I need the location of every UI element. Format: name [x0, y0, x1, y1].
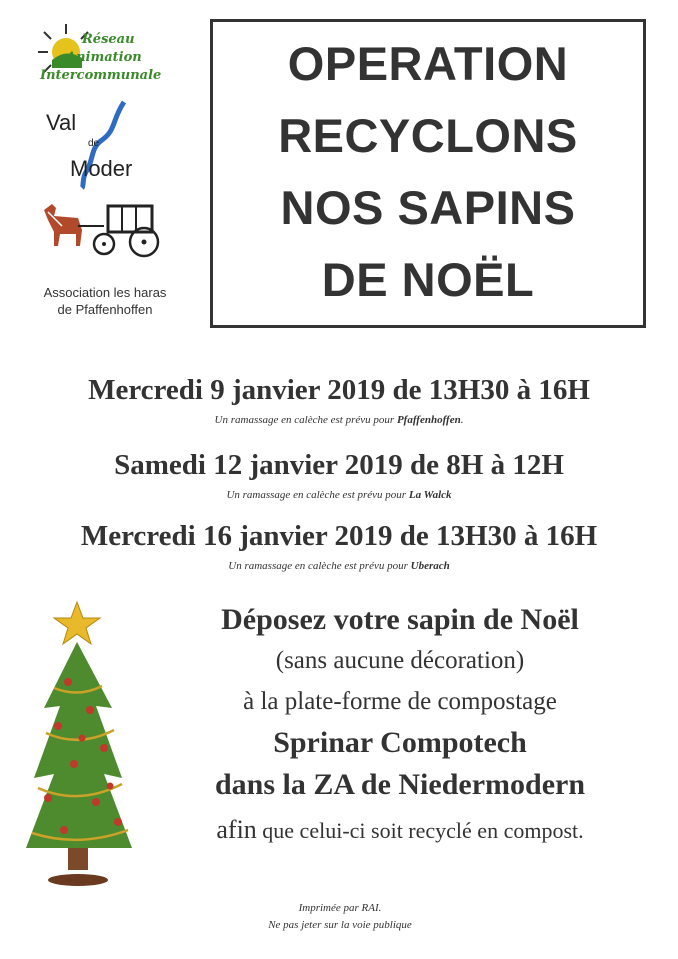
horse-carriage-icon	[38, 196, 162, 262]
footer-printed-by: Imprimée par RAI.	[298, 902, 382, 914]
title-line-4: DE NOËL	[321, 253, 535, 306]
note-suffix: .	[460, 414, 464, 426]
date-2-note	[0, 489, 678, 501]
title-line-2: RECYCLONS	[278, 109, 578, 162]
date-2: Samedi 12 janvier 2019 de 8H à 12H	[114, 449, 564, 481]
title-line-1: OPERATION	[287, 37, 569, 90]
moder-word: Moder	[70, 156, 133, 181]
date-1: Mercredi 9 janvier 2019 de 13H30 à 16H	[88, 374, 590, 406]
afin-word: afin	[216, 815, 257, 844]
val-word: Val	[46, 110, 77, 135]
platform-text: à la plate-forme de compostage	[243, 688, 557, 715]
note-prefix: Un ramassage en calèche est prévu pour	[226, 489, 409, 501]
location-text: dans la ZA de Niedermodern	[214, 768, 586, 801]
association-line1: Association les haras	[43, 285, 167, 300]
note-prefix: Un ramassage en calèche est prévu pour	[214, 414, 397, 426]
val-de-moder-logo	[44, 100, 164, 195]
rai-logo	[26, 14, 186, 89]
date-1-note	[0, 414, 678, 426]
recycle-rest: que celui-ci soit recyclé en compost.	[256, 818, 584, 843]
rai-line3: Intercommunale	[40, 68, 162, 83]
pickup-place: La Walck	[408, 489, 452, 501]
recycle-sentence	[150, 815, 650, 845]
footer-no-litter: Ne pas jeter sur la voie publique	[268, 919, 412, 931]
association-label	[20, 284, 190, 318]
deposit-heading: Déposez votre sapin de Noël	[221, 603, 579, 636]
christmas-tree-icon	[24, 598, 139, 893]
date-3-note	[0, 560, 678, 572]
title-box	[210, 19, 646, 328]
rai-line2: Animation	[66, 50, 142, 65]
pickup-place: Pfaffenhoffen	[396, 414, 461, 426]
date-3: Mercredi 16 janvier 2019 de 13H30 à 16H	[80, 520, 598, 552]
no-decoration-note: (sans aucune décoration)	[275, 647, 525, 674]
title-line-3: NOS SAPINS	[280, 181, 576, 234]
company-name: Sprinar Compotech	[273, 726, 527, 759]
pickup-place: Uberach	[410, 560, 450, 572]
rai-line1: Réseau	[82, 32, 135, 47]
note-prefix: Un ramassage en calèche est prévu pour	[228, 560, 411, 572]
association-line2: de Pfaffenhoffen	[57, 302, 153, 317]
de-word: de	[88, 138, 100, 149]
footer	[180, 900, 500, 934]
